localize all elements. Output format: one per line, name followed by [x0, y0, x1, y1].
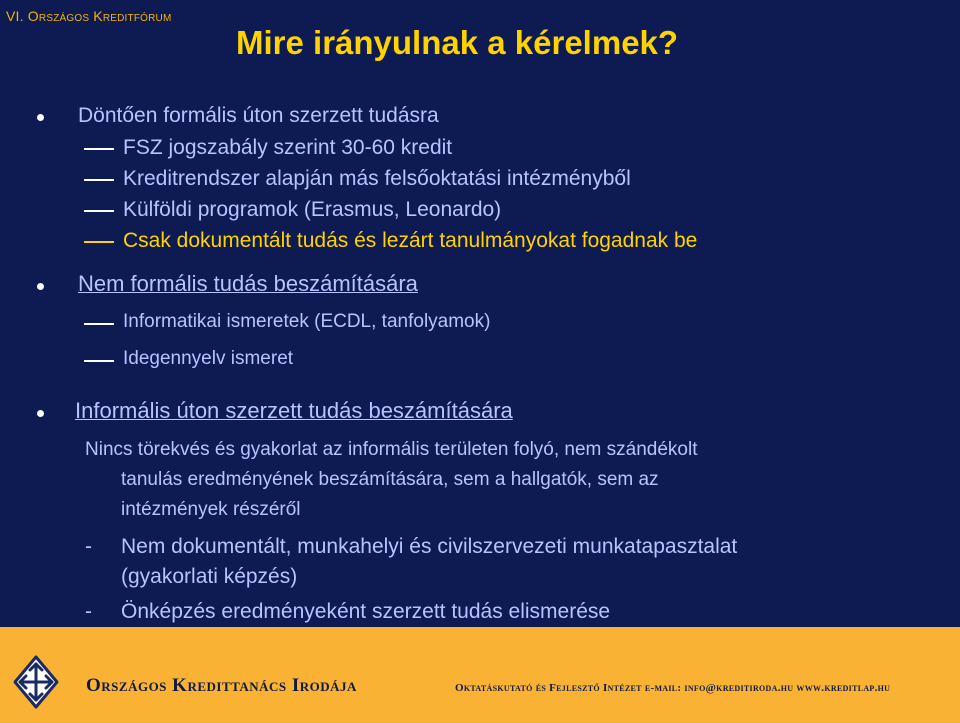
b2-item-1: Informatikai ismeretek (ECDL, tanfolyamok): [123, 311, 491, 332]
dash-2-2: [84, 360, 114, 362]
bullet-2-text: Nem formális tudás beszámítására: [78, 271, 418, 296]
contact-line: Oktatáskutató és Fejlesztő Intézet e-mail: info@kreditiroda.hu www.kreditlap.hu: [455, 682, 891, 694]
bullet-3-text: Informális úton szerzett tudás beszámítására: [75, 398, 513, 423]
b1-item-4: Csak dokumentált tudás és lezárt tanulmányokat fogadnak be: [123, 229, 698, 252]
b3-dash-2: -: [85, 600, 92, 623]
bullet-dot-2: [37, 283, 44, 290]
b3-dash-item-1-line-1: Nem dokumentált, munkahelyi és civilszervezeti munkatapasztalat: [121, 535, 738, 558]
bullet-dot-3: [37, 410, 44, 417]
b3-dash-item-2-line-1: Önképzés eredményeként szerzett tudás elismerése: [121, 600, 611, 623]
b1-item-3: Külföldi programok (Erasmus, Leonardo): [123, 198, 502, 221]
slide-title: Mire irányulnak a kérelmek?: [236, 24, 679, 61]
b3-dash-1: -: [85, 535, 92, 558]
dash-1-1: [84, 148, 114, 150]
dash-2-1: [84, 323, 114, 325]
dash-1-4: [84, 241, 114, 243]
bullet-1-text: Döntően formális úton szerzett tudásra: [78, 104, 439, 127]
b3-line-1: Nincs törekvés és gyakorlat az informális területen folyó, nem szándékolt: [85, 439, 698, 460]
conference-label: VI. Országos Kreditfórum: [6, 8, 172, 24]
b2-item-2: Idegennyelv ismeret: [123, 348, 294, 369]
b1-item-1: FSZ jogszabály szerint 30-60 kredit: [123, 136, 453, 159]
b3-dash-item-1-line-2: (gyakorlati képzés): [121, 565, 298, 588]
dash-1-2: [84, 179, 114, 181]
compass-arrows-icon: [8, 654, 64, 710]
dash-1-3: [84, 210, 114, 212]
b3-line-3: intézmények részéről: [121, 499, 301, 520]
office-name: Országos Kredittanács Irodája: [86, 675, 357, 696]
b3-line-2: tanulás eredményének beszámítására, sem a hallgatók, sem az: [121, 469, 659, 490]
bullet-dot-1: [37, 114, 44, 121]
b1-item-2: Kreditrendszer alapján más felsőoktatási intézményből: [123, 167, 631, 190]
